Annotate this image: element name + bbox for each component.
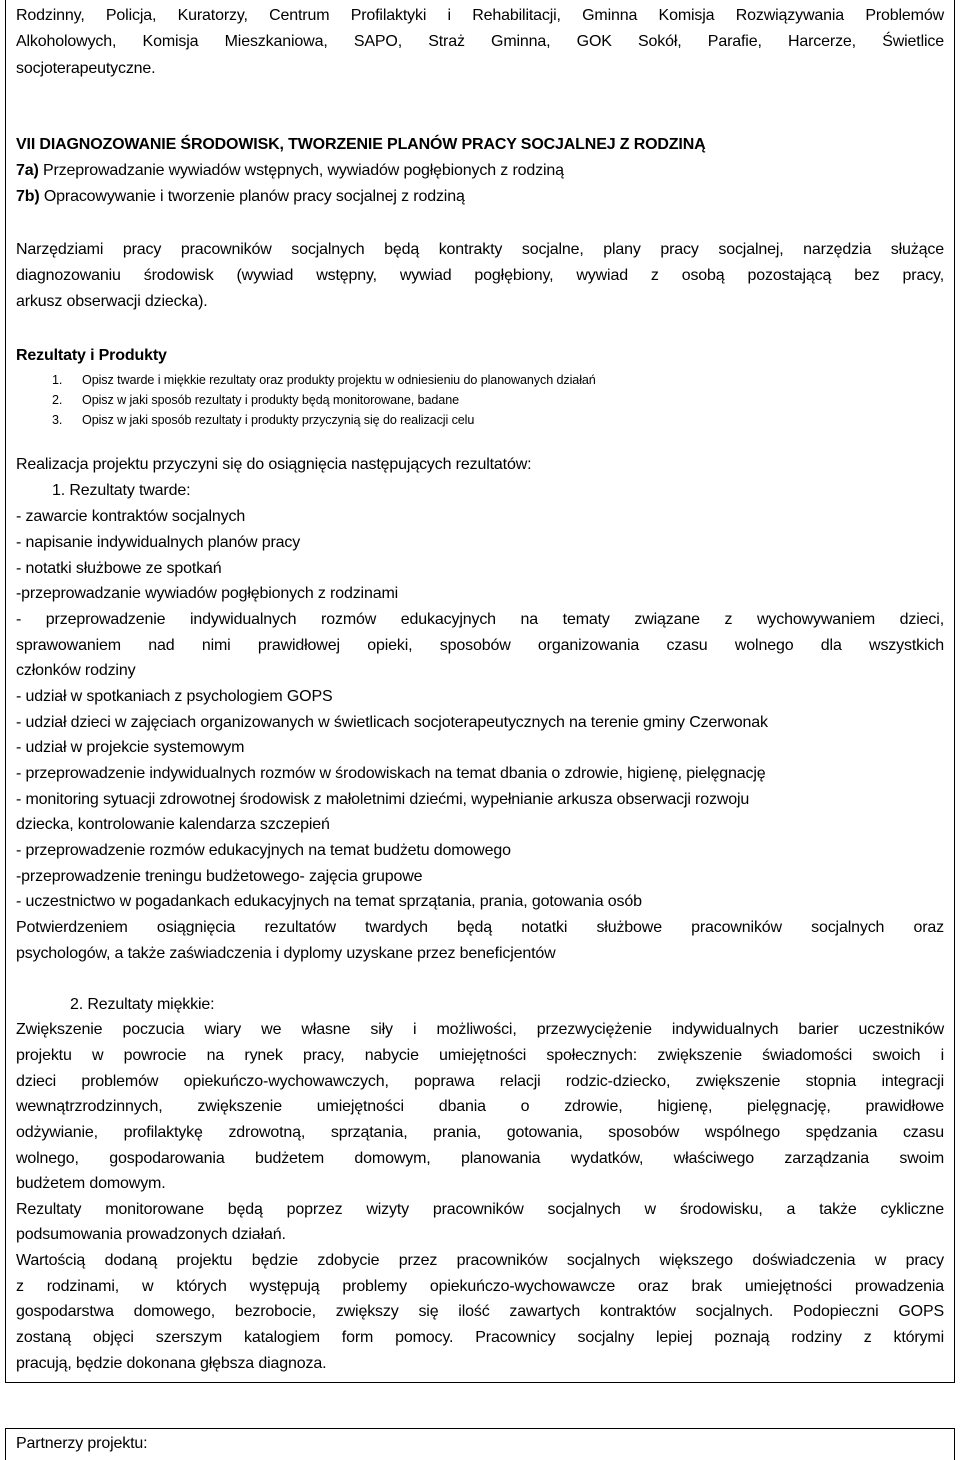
hard-result-line: - przeprowadzenie indywidualnych rozmów edukacyjnych na tematy związane z wychowywaniem dzieci, (16, 611, 944, 628)
hard-result-line: - uczestnictwo w pogadankach edukacyjnych na temat sprzątania, prania, gotowania osób (16, 893, 642, 910)
soft-result-line: gospodarstwa domowego, bezrobocie, zwiększy się ilość zawartych kontraktów socjalnych. Podopieczni GOPS (16, 1303, 944, 1320)
intro-line: Alkoholowych, Komisja Mieszkaniowa, SAPO, Straż Gminna, GOK Sokół, Parafie, Harcerze, Świetlice (16, 33, 944, 50)
instruction-item: 2. Opisz w jaki sposób rezultaty i produkty będą monitorowane, badane (52, 393, 460, 407)
soft-result-line: projektu w powrocie na rynek pracy, nabycie umiejętności społecznych: zwiększenie świadomości swoich i (16, 1047, 944, 1064)
instruction-item: 1. Opisz twarde i miękkie rezultaty oraz produkty projektu w odniesieniu do planowanych działań (52, 373, 596, 387)
soft-result-line: Rezultaty monitorowane będą poprzez wizyty pracowników socjalnych w środowisku, a także cykliczne (16, 1201, 944, 1218)
soft-result-line: Wartością dodaną projektu będzie zdobycie przez pracowników socjalnych większego doświadczenia w pracy (16, 1252, 944, 1269)
soft-result-line: pracują, będzie dokonana głębsza diagnoza. (16, 1355, 327, 1372)
item-text: Opracowywanie i tworzenie planów pracy socjalnej z rodziną (39, 188, 465, 205)
hard-result-line: dziecka, kontrolowanie kalendarza szczepień (16, 816, 330, 833)
hard-result-line: - udział w projekcie systemowym (16, 739, 245, 756)
hard-result-line: psychologów, a także zaświadczenia i dyplomy uzyskane przez beneficjentów (16, 945, 556, 962)
item-text: Przeprowadzanie wywiadów wstępnych, wywiadów pogłębionych z rodziną (38, 162, 564, 179)
soft-result-line: wolnego, gospodarowania budżetem domowym, planowania wydatków, właściwego zarządzania swoim (16, 1150, 944, 1167)
soft-result-line: dzieci problemów opiekuńczo-wychowawczych, poprawa relacji rodzic-dziecko, zwiększenie stopnia integracji (16, 1073, 944, 1090)
tools-line: Narzędziami pracy pracowników socjalnych będą kontrakty socjalne, plany pracy socjalnej, narzędzia służące (16, 241, 944, 258)
results-heading: Rezultaty i Produkty (16, 347, 167, 364)
soft-result-line: Zwiększenie poczucia wiary we własne siły i możliwości, przezwyciężenie indywidualnych barier uczestników (16, 1021, 944, 1038)
soft-result-line: podsumowania prowadzonych działań. (16, 1226, 286, 1243)
section-heading: VII DIAGNOZOWANIE ŚRODOWISK, TWORZENIE PLANÓW PRACY SOCJALNEJ Z RODZINĄ (16, 136, 706, 153)
hard-result-line: - notatki służbowe ze spotkań (16, 560, 222, 577)
hard-result-line: - przeprowadzenie rozmów edukacyjnych na temat budżetu domowego (16, 842, 511, 859)
hard-result-line: -przeprowadzenie treningu budżetowego- zajęcia grupowe (16, 868, 423, 885)
tools-line: arkusz obserwacji dziecka). (16, 293, 208, 310)
hard-result-line: Potwierdzeniem osiągnięcia rezultatów twardych będą notatki służbowe pracowników socjalnych oraz (16, 919, 944, 936)
hard-result-line: członków rodziny (16, 662, 136, 679)
partners-label: Partnerzy projektu: (16, 1435, 148, 1452)
item-label: 7b) (16, 188, 40, 205)
intro-line: socjoterapeutyczne. (16, 60, 156, 77)
hard-results-heading: 1. Rezultaty twarde: (52, 482, 191, 499)
hard-result-line: - przeprowadzenie indywidualnych rozmów w środowiskach na temat dbania o zdrowie, higienę, pielęgnację (16, 765, 766, 782)
soft-result-line: z rodzinami, w których występują problemy opiekuńczo-wychowawcze oraz brak umiejętności prowadzenia (16, 1278, 944, 1295)
section-item-7a (16, 161, 944, 181)
soft-results-heading: 2. Rezultaty miękkie: (70, 996, 215, 1013)
section-item-7b (16, 187, 944, 207)
hard-result-line: - napisanie indywidualnych planów pracy (16, 534, 301, 551)
hard-result-line: sprawowaniem nad nimi prawidłowej opieki, sposobów organizowania czasu wolnego dla wszystkich (16, 637, 944, 654)
soft-result-line: budżetem domowym. (16, 1175, 166, 1192)
tools-line: diagnozowaniu środowisk (wywiad wstępny, wywiad pogłębiony, wywiad z osobą pozostającą bez pracy, (16, 267, 944, 284)
intro-line: Rodzinny, Policja, Kuratorzy, Centrum Profilaktyki i Rehabilitacji, Gminna Komisja Rozwiązywania Problemów (16, 7, 944, 24)
hard-result-line: - zawarcie kontraktów socjalnych (16, 508, 246, 525)
hard-result-line: - monitoring sytuacji zdrowotnej środowisk z małoletnimi dziećmi, wypełnianie arkusza obserwacji rozwoju (16, 791, 750, 808)
soft-result-line: zostaną objęci szerszym katalogiem form pomocy. Pracownicy socjalny lepiej poznają rodziny z którymi (16, 1329, 944, 1346)
instruction-item: 3. Opisz w jaki sposób rezultaty i produkty przyczynią się do realizacji celu (52, 413, 475, 427)
hard-result-line: - udział w spotkaniach z psychologiem GOPS (16, 688, 333, 705)
soft-result-line: wewnątrzrodzinnych, zwiększenie umiejętności dbania o zdrowie, higienę, pielęgnację, prawidłowe (16, 1098, 944, 1115)
hard-result-line: -przeprowadzanie wywiadów pogłębionych z rodzinami (16, 585, 399, 602)
results-lead: Realizacja projektu przyczyni się do osiągnięcia następujących rezultatów: (16, 456, 532, 473)
hard-result-line: - udział dzieci w zajęciach organizowanych w świetlicach socjoterapeutycznych na terenie gminy Czerwonak (16, 714, 768, 731)
soft-result-line: odżywianie, profilaktykę zdrowotną, sprzątania, prania, gotowania, sposobów wspólnego spędzania czasu (16, 1124, 944, 1141)
item-label: 7a) (16, 162, 39, 179)
